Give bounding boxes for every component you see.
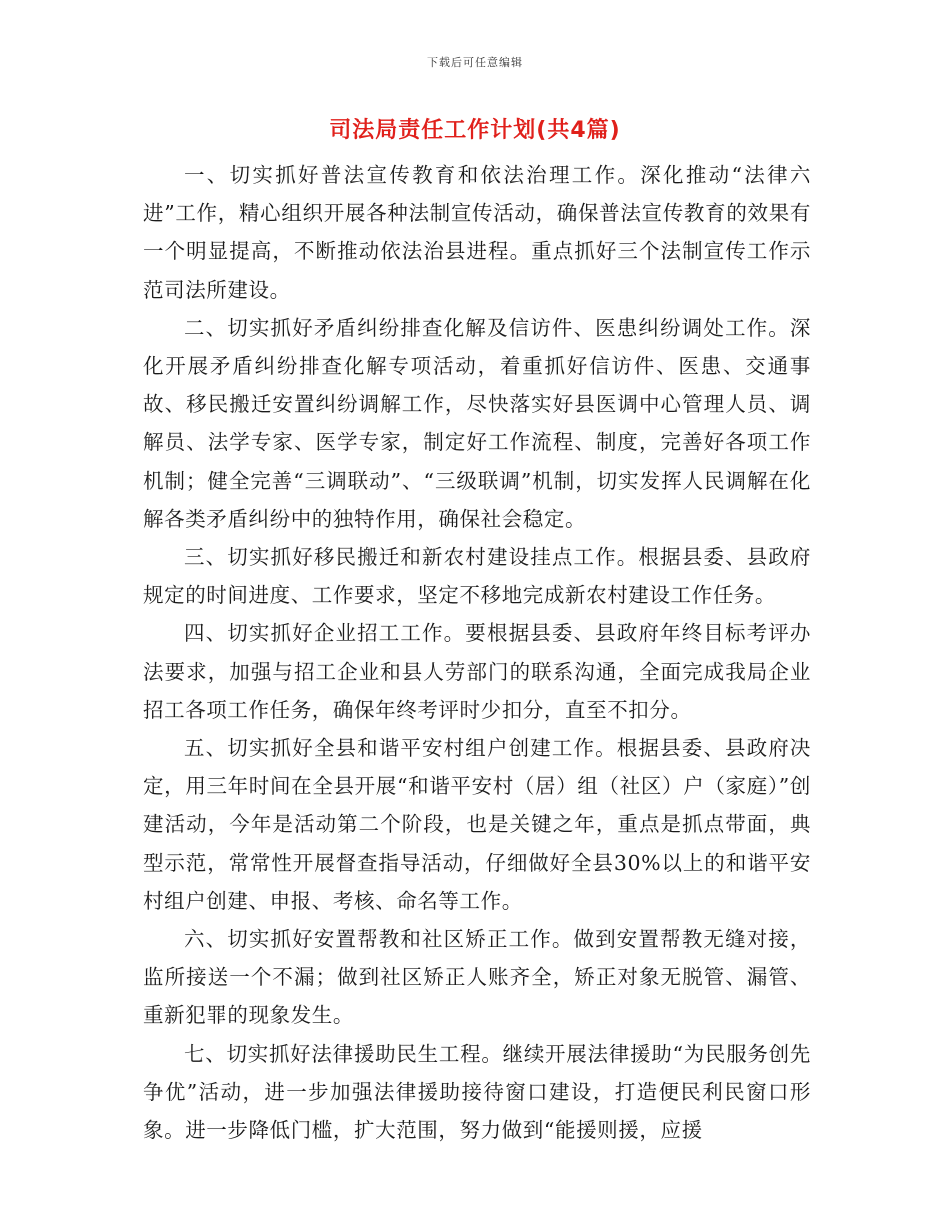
paragraph-7: 七、切实抓好法律援助民生工程。继续开展法律援助“为民服务创先争优”活动，进一步加强法律援助接待窗口建设，打造便民利民窗口形象。进一步降低门槛，扩大范围，努力做到“能援则援，应援: [143, 1041, 811, 1143]
paragraph-5: 五、切实抓好全县和谐平安村组户创建工作。根据县委、县政府决定，用三年时间在全县开展“和谐平安村（居）组（社区）户（家庭）”创建活动，今年是活动第二个阶段，也是关键之年，重点是抓点带面，典型示范，常常性开展督查指导活动，仔细做好全县30%以上的和谐平安村组户创建、申报、考核、命名等工作。: [143, 736, 811, 913]
paragraph-2: 二、切实抓好矛盾纠纷排查化解及信访件、医患纠纷调处工作。深化开展矛盾纠纷排查化解专项活动，着重抓好信访件、医患、交通事故、移民搬迁安置纠纷调解工作，尽快落实好县医调中心管理人员、调解员、法学专家、医学专家，制定好工作流程、制度，完善好各项工作机制；健全完善“三调联动”、“三级联调”机制，切实发挥人民调解在化解各类矛盾纠纷中的独特作用，确保社会稳定。: [143, 315, 811, 531]
paragraph-3: 三、切实抓好移民搬迁和新农村建设挂点工作。根据县委、县政府规定的时间进度、工作要求，坚定不移地完成新农村建设工作任务。: [143, 545, 811, 608]
header-note: 下载后可任意编辑: [427, 56, 523, 69]
paragraph-4: 四、切实抓好企业招工工作。要根据县委、县政府年终目标考评办法要求，加强与招工企业和县人劳部门的联系沟通，全面完成我局企业招工各项工作任务，确保年终考评时少扣分，直至不扣分。: [143, 621, 811, 722]
paragraph-1: 一、切实抓好普法宣传教育和依法治理工作。深化推动“法律六进”工作，精心组织开展各种法制宣传活动，确保普法宣传教育的效果有一个明显提高，不断推动依法治县进程。重点抓好三个法制宣传工作示范司法所建设。: [143, 163, 811, 302]
paragraph-6: 六、切实抓好安置帮教和社区矫正工作。做到安置帮教无缝对接，监所接送一个不漏；做到社区矫正人账齐全，矫正对象无脱管、漏管、重新犯罪的现象发生。: [143, 927, 811, 1028]
document-title: 司法局责任工作计划(共4篇): [329, 118, 621, 143]
document-body: [143, 156, 811, 1149]
